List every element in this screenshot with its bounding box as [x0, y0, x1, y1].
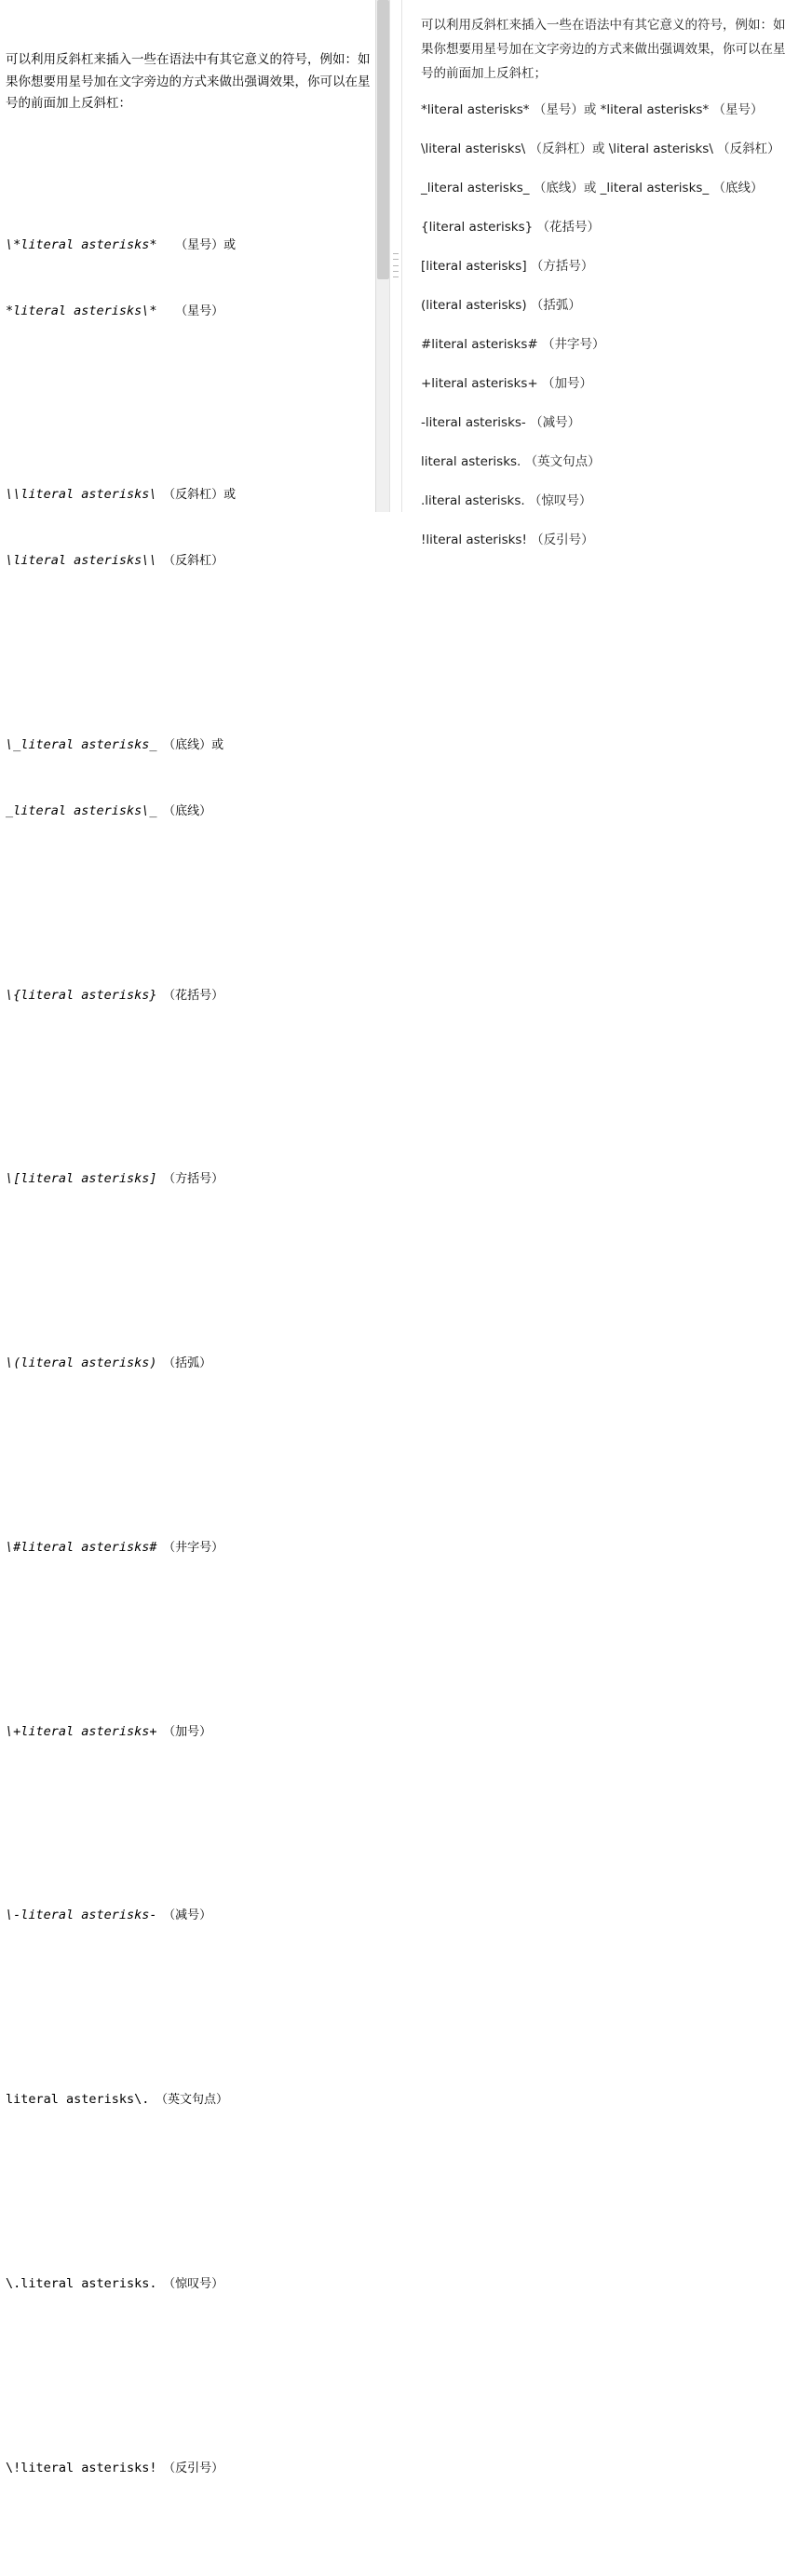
preview-line: +literal asterisks+ （加号） [421, 376, 592, 391]
editor-note-span: （英文句点） [149, 2093, 228, 2108]
editor-code-span: \_literal asterisks_ [6, 737, 157, 752]
editor-note-span: （星号） [156, 303, 224, 318]
editor-line [6, 801, 380, 823]
editor-block [6, 440, 380, 616]
editor-code-span: \.literal asterisks. [6, 2275, 157, 2291]
editor-note-span: （底线） [156, 803, 212, 818]
editor-code-span: \*literal asterisks* [6, 236, 157, 252]
preview-line: {literal asterisks} （花括号） [421, 220, 601, 235]
editor-line [6, 1537, 380, 1559]
editor-note-span: （井字号） [156, 1540, 224, 1555]
editor-code-span: \{literal asterisks} [6, 987, 157, 1003]
editor-vertical-scrollbar[interactable] [375, 0, 389, 512]
editor-block [6, 1309, 380, 1419]
editor-code-span: \!literal asterisks! [6, 2460, 157, 2475]
editor-code-span: \\literal asterisks\ [6, 487, 157, 503]
editor-note-span: （底线）或 [156, 738, 224, 752]
editor-note-span: （方括号） [156, 1172, 224, 1187]
editor-note-span: （括弧） [156, 1356, 212, 1371]
editor-note-span: （加号） [156, 1724, 212, 1739]
editor-line [6, 235, 380, 257]
splitter-grip-icon [393, 253, 399, 277]
editor-block [6, 1677, 380, 1787]
preview-intro-paragraph: 可以利用反斜杠来插入一些在语法中有其它意义的符号，例如：如果你想要用星号加在文字旁边的方式来做出强调效果，你可以在星号的前面加上反斜杠； [421, 18, 786, 81]
editor-block [6, 1125, 380, 1234]
pane-splitter[interactable] [389, 0, 402, 512]
editor-code-span: \-literal asterisks- [6, 1908, 157, 1923]
editor-note-span: （减号） [156, 1908, 212, 1923]
preview-line: (literal asterisks) （括弧） [421, 298, 581, 313]
preview-pane[interactable] [402, 0, 812, 547]
editor-code-span: *literal asterisks\* [6, 303, 157, 318]
editor-code-span: _literal asterisks\_ [6, 802, 157, 818]
editor-code-span: \+literal asterisks+ [6, 1723, 157, 1739]
editor-note-span: （星号）或 [156, 237, 237, 252]
editor-code-span: \(literal asterisks) [6, 1355, 157, 1371]
editor-block [6, 691, 380, 867]
editor-code-span: \#literal asterisks# [6, 1539, 157, 1555]
editor-pane[interactable] [0, 0, 389, 2475]
editor-line [6, 1721, 380, 1744]
editor-source-text[interactable] [0, 0, 389, 2576]
editor-note-span: （反引号） [156, 2461, 224, 2475]
editor-line [6, 1353, 380, 1375]
preview-line: _literal asterisks_ （底线）或 _literal asterisks_ （底线） [421, 181, 764, 196]
editor-line [6, 1905, 380, 1927]
editor-scrollbar-thumb[interactable] [377, 0, 389, 279]
editor-block [6, 191, 380, 367]
editor-line [6, 2089, 380, 2111]
preview-line: literal asterisks. （英文句点） [421, 454, 601, 469]
editor-note-span: （惊叹号） [156, 2276, 224, 2291]
preview-line: *literal asterisks* （星号）或 *literal asterisks* （星号） [421, 102, 764, 117]
editor-line [6, 2458, 380, 2480]
editor-block [6, 1861, 380, 1971]
editor-code-span: \literal asterisks\\ [6, 553, 157, 569]
editor-line [6, 2273, 380, 2296]
preview-line: !literal asterisks! （反引号） [421, 533, 594, 547]
editor-line [6, 484, 380, 506]
preview-line: .literal asterisks. （惊叹号） [421, 493, 592, 508]
editor-block [6, 2230, 380, 2340]
editor-line [6, 985, 380, 1007]
editor-line [6, 550, 380, 573]
editor-block [6, 2045, 380, 2155]
editor-note-span: （反斜杠） [156, 554, 224, 569]
editor-block [6, 2413, 380, 2523]
preview-line: [literal asterisks] （方括号） [421, 259, 594, 274]
editor-note-span: （反斜杠）或 [156, 488, 237, 503]
editor-code-span: \[literal asterisks] [6, 1171, 157, 1187]
preview-line: \literal asterisks\ （反斜杠）或 \literal asterisks\ （反斜杠） [421, 142, 780, 156]
editor-code-span: literal asterisks\. [6, 2092, 150, 2108]
editor-note-span: （花括号） [156, 988, 224, 1003]
editor-line [6, 301, 380, 323]
preview-line: #literal asterisks# （井字号） [421, 337, 605, 352]
editor-line [6, 1168, 380, 1191]
editor-block [6, 1493, 380, 1603]
editor-line [6, 735, 380, 757]
editor-block [6, 940, 380, 1050]
preview-line: -literal asterisks- （减号） [421, 415, 581, 430]
editor-intro-paragraph: 可以利用反斜杠来插入一些在语法中有其它意义的符号，例如：如果你想要用星号加在文字旁边的方式来做出强调效果，你可以在星号的前面加上反斜杠： [6, 52, 371, 112]
